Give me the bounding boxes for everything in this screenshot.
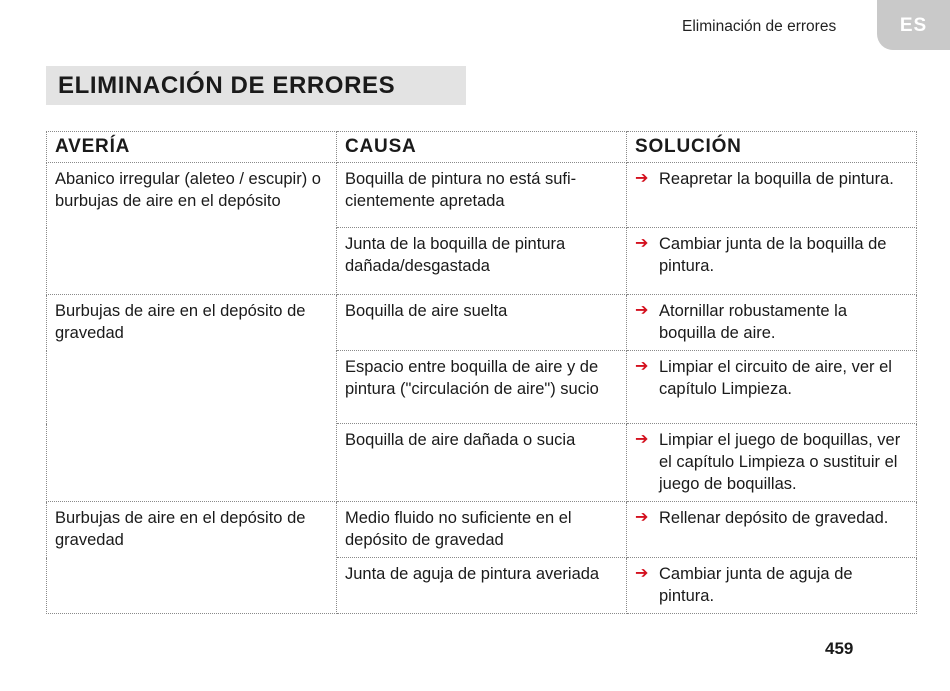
cause-cell: Junta de la boquilla de pintura dañada/desgastada bbox=[337, 228, 627, 295]
arrow-right-icon: ➔ bbox=[635, 235, 649, 252]
language-tab: ES bbox=[877, 0, 950, 50]
section-title: ELIMINACIÓN DE ERRORES bbox=[58, 72, 396, 99]
arrow-right-icon: ➔ bbox=[635, 302, 649, 319]
cause-cell: Junta de aguja de pintura averiada bbox=[337, 558, 627, 614]
table-row bbox=[47, 163, 917, 228]
column-header-fault: AVERÍA bbox=[47, 132, 337, 163]
troubleshooting-table bbox=[46, 131, 917, 614]
solution-text: Reapretar la boquilla de pintura. bbox=[659, 170, 894, 188]
solution-text: Cambiar junta de aguja de pintura. bbox=[659, 565, 853, 605]
arrow-right-icon: ➔ bbox=[635, 431, 649, 448]
fault-cell: Burbujas de aire en el depósito de gravedad bbox=[47, 295, 337, 502]
table-row bbox=[47, 295, 917, 351]
fault-cell: Burbujas de aire en el depósito de gravedad bbox=[47, 502, 337, 614]
arrow-right-icon: ➔ bbox=[635, 509, 649, 526]
section-title-box bbox=[46, 66, 466, 105]
page-number: 459 bbox=[825, 639, 854, 658]
running-header: Eliminación de errores bbox=[682, 18, 837, 35]
solution-cell bbox=[627, 502, 917, 558]
solution-cell bbox=[627, 558, 917, 614]
table-header-row bbox=[47, 132, 917, 163]
fault-cell: Abanico irregular (aleteo / escupir) o burbujas de aire en el depósito bbox=[47, 163, 337, 295]
cause-cell: Espacio entre boquilla de aire y de pintura ("circulación de aire") sucio bbox=[337, 351, 627, 424]
arrow-right-icon: ➔ bbox=[635, 565, 649, 582]
cause-cell: Boquilla de pintura no está sufi-cientemente apretada bbox=[337, 163, 627, 228]
arrow-right-icon: ➔ bbox=[635, 358, 649, 375]
table-row bbox=[47, 502, 917, 558]
solution-cell bbox=[627, 424, 917, 502]
solution-text: Atornillar robustamente la boquilla de aire. bbox=[659, 302, 848, 342]
solution-cell bbox=[627, 351, 917, 424]
arrow-right-icon: ➔ bbox=[635, 170, 649, 187]
solution-cell bbox=[627, 295, 917, 351]
cause-cell: Boquilla de aire dañada o sucia bbox=[337, 424, 627, 502]
solution-text: Limpiar el circuito de aire, ver el capítulo Limpieza. bbox=[659, 358, 892, 398]
solution-text: Cambiar junta de la boquilla de pintura. bbox=[659, 235, 887, 275]
column-header-cause: CAUSA bbox=[337, 132, 627, 163]
column-header-solution: SOLUCIÓN bbox=[627, 132, 917, 163]
solution-cell bbox=[627, 228, 917, 295]
cause-cell: Medio fluido no suficiente en el depósito de gravedad bbox=[337, 502, 627, 558]
solution-cell bbox=[627, 163, 917, 228]
cause-cell: Boquilla de aire suelta bbox=[337, 295, 627, 351]
solution-text: Rellenar depósito de gravedad. bbox=[659, 509, 889, 527]
solution-text: Limpiar el juego de boquillas, ver el capítulo Limpieza o sustituir el juego de boquillas. bbox=[659, 431, 901, 493]
